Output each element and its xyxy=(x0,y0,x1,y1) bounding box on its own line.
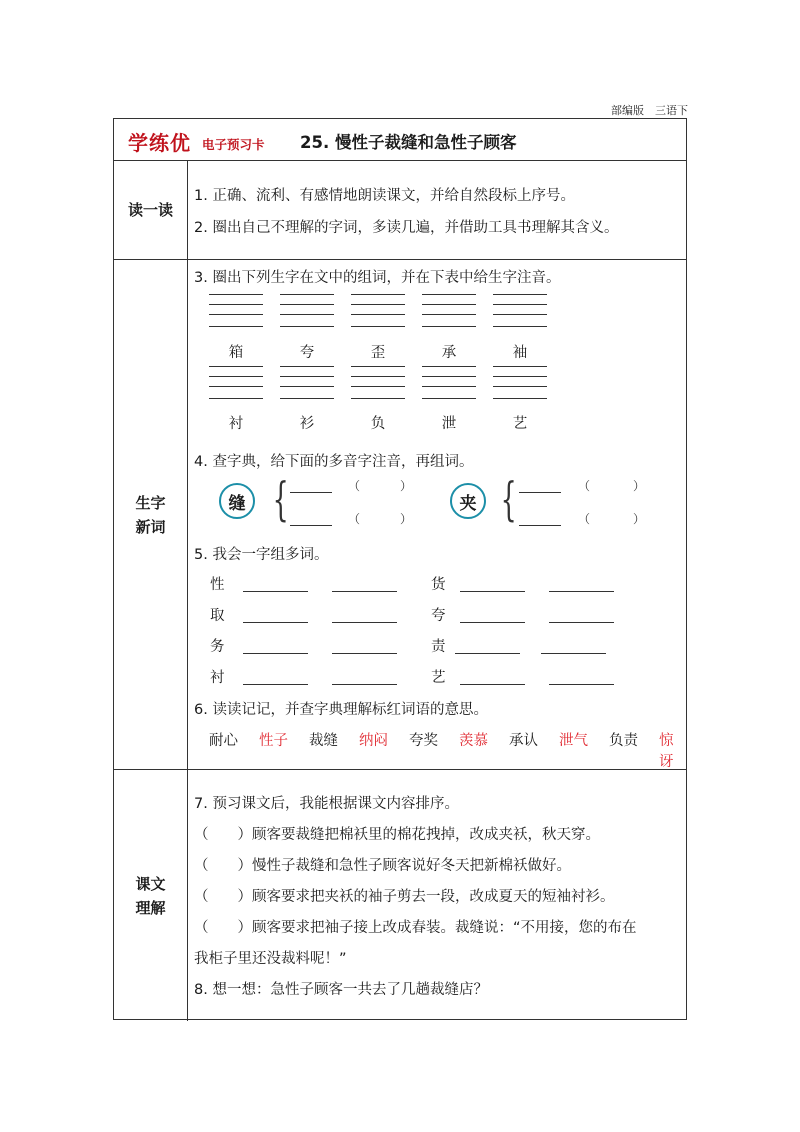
word-blank[interactable] xyxy=(460,684,525,685)
section-read-label: 读一读 xyxy=(114,161,188,259)
order-item-4-cont: 我柜子里还没裁料呢！” xyxy=(194,951,347,967)
brace-icon: { xyxy=(500,472,517,526)
card-label: 电子预习卡 xyxy=(202,137,265,152)
vocab-word: 夸奖 xyxy=(409,733,438,749)
vocab-word: 负责 xyxy=(609,733,638,749)
pinyin-blank[interactable] xyxy=(493,366,547,399)
vocab-word: 性子 xyxy=(259,733,288,749)
pinyin-blank[interactable] xyxy=(280,294,334,327)
section-words-label: 生字 新词 xyxy=(114,260,188,769)
char-xie: 泄 xyxy=(441,416,457,432)
pinyin-blank[interactable] xyxy=(351,294,405,327)
vocab-word: 羡慕 xyxy=(459,733,488,749)
q5-char: 取 xyxy=(210,608,225,624)
char-shan: 衫 xyxy=(299,416,315,432)
word-blank[interactable] xyxy=(243,591,308,592)
word-blank[interactable] xyxy=(332,684,397,685)
q8-text: 8. 想一想：急性子顾客一共去了几趟裁缝店？ xyxy=(194,982,488,998)
q6-text: 6. 读读记记，并查字典理解标红词语的意思。 xyxy=(194,702,488,718)
order-item-3: （ ）顾客要求把夹袄的袖子剪去一段，改成夏天的短袖衬衫。 xyxy=(194,889,615,905)
paren-close: ） xyxy=(400,479,413,493)
word-blank[interactable] xyxy=(332,653,397,654)
read-item-2: 2. 圈出自己不理解的字词，多读几遍，并借助工具书理解其含义。 xyxy=(194,220,619,236)
word-blank[interactable] xyxy=(290,492,332,493)
vocab-word: 泄气 xyxy=(559,733,588,749)
q5-char: 务 xyxy=(210,639,225,655)
lesson-title: 25. 慢性子裁缝和急性子顾客 xyxy=(300,133,517,152)
word-blank[interactable] xyxy=(332,591,397,592)
order-item-2: （ ）慢性子裁缝和急性子顾客说好冬天把新棉袄做好。 xyxy=(194,858,571,874)
pinyin-blank[interactable] xyxy=(493,294,547,327)
vocab-word: 承认 xyxy=(509,733,538,749)
brace-icon: { xyxy=(272,472,289,526)
q5-char: 责 xyxy=(431,639,446,655)
polyphone-circle-jia: 夹 xyxy=(450,483,486,519)
word-blank[interactable] xyxy=(541,653,606,654)
pinyin-blank[interactable] xyxy=(422,366,476,399)
word-blank[interactable] xyxy=(460,591,525,592)
word-blank[interactable] xyxy=(519,492,561,493)
q5-char: 货 xyxy=(431,577,446,593)
paren-open: （ xyxy=(578,479,591,493)
word-blank[interactable] xyxy=(549,622,614,623)
section-text xyxy=(114,770,686,1021)
vocab-word: 耐心 xyxy=(209,733,238,749)
char-fu: 负 xyxy=(370,416,386,432)
word-blank[interactable] xyxy=(243,653,308,654)
paren-open: （ xyxy=(348,479,361,493)
char-yi: 艺 xyxy=(512,416,528,432)
polyphone-circle-feng: 缝 xyxy=(219,483,255,519)
pinyin-blank[interactable] xyxy=(280,366,334,399)
pinyin-blank[interactable] xyxy=(209,366,263,399)
pinyin-blank[interactable] xyxy=(209,294,263,327)
paren-open: （ xyxy=(578,512,591,526)
paren-open: （ xyxy=(348,512,361,526)
section-read xyxy=(114,161,686,260)
vocab-word: 惊讶 xyxy=(659,733,674,770)
words-content xyxy=(188,260,686,769)
q5-text: 5. 我会一字组多词。 xyxy=(194,547,329,563)
q4-text: 4. 查字典，给下面的多音字注音，再组词。 xyxy=(194,454,474,470)
paren-close: ） xyxy=(633,479,646,493)
paren-close: ） xyxy=(633,512,646,526)
word-blank[interactable] xyxy=(549,684,614,685)
q5-char: 性 xyxy=(210,577,225,593)
char-chen: 衬 xyxy=(228,416,244,432)
word-blank[interactable] xyxy=(243,622,308,623)
order-item-1: （ ）顾客要裁缝把棉袄里的棉花拽掉，改成夹袄，秋天穿。 xyxy=(194,827,600,843)
read-item-1: 1. 正确、流利、有感情地朗读课文，并给自然段标上序号。 xyxy=(194,188,575,204)
word-blank[interactable] xyxy=(243,684,308,685)
section-words xyxy=(114,260,686,770)
title-row xyxy=(114,119,686,161)
paren-close: ） xyxy=(400,512,413,526)
word-blank[interactable] xyxy=(290,525,332,526)
word-blank[interactable] xyxy=(519,525,561,526)
vocab-word: 裁缝 xyxy=(309,733,338,749)
worksheet-table xyxy=(113,118,687,1020)
vocab-word: 纳闷 xyxy=(359,733,388,749)
edition-label: 部编版 三语下 xyxy=(611,104,688,117)
word-blank[interactable] xyxy=(455,653,520,654)
q7-text: 7. 预习课文后，我能根据课文内容排序。 xyxy=(194,796,459,812)
pinyin-blank[interactable] xyxy=(351,366,405,399)
order-item-4: （ ）顾客要求把袖子接上改成春装。裁缝说：“不用接，您的布在 xyxy=(194,920,637,936)
word-blank[interactable] xyxy=(460,622,525,623)
q5-char: 艺 xyxy=(431,670,446,686)
q5-char: 衬 xyxy=(210,670,225,686)
char-wai: 歪 xyxy=(370,345,386,361)
char-kua: 夸 xyxy=(299,345,315,361)
char-cheng: 承 xyxy=(441,345,457,361)
q5-char: 夸 xyxy=(431,608,446,624)
pinyin-blank[interactable] xyxy=(422,294,476,327)
word-blank[interactable] xyxy=(549,591,614,592)
char-xiu: 袖 xyxy=(512,345,528,361)
word-blank[interactable] xyxy=(332,622,397,623)
brand-logo: 学练优 xyxy=(128,131,191,155)
q3-text: 3. 圈出下列生字在文中的组词，并在下表中给生字注音。 xyxy=(194,270,561,286)
char-xiang: 箱 xyxy=(228,345,244,361)
section-text-label: 课文 理解 xyxy=(114,770,188,1021)
